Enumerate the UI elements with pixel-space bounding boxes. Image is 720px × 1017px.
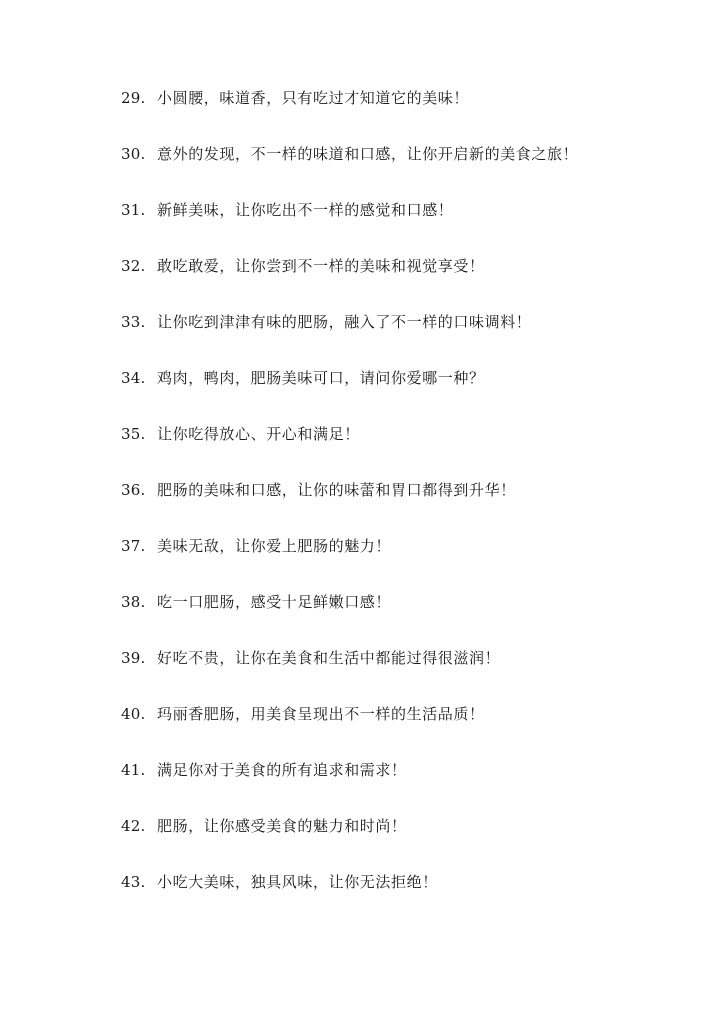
item-number: 42. [121, 817, 146, 835]
item-number: 33. [121, 313, 146, 331]
item-text: 小圆腰，味道香，只有吃过才知道它的美味！ [157, 89, 470, 107]
list-item [121, 758, 681, 814]
item-text: 小吃大美味，独具风味，让你无法拒绝！ [157, 873, 438, 891]
item-number: 35. [121, 425, 146, 443]
item-text: 意外的发现，不一样的味道和口感，让你开启新的美食之旅！ [157, 145, 579, 163]
item-text: 鸡肉，鸭肉，肥肠美味可口，请问你爱哪一种？ [157, 369, 485, 387]
list-item [121, 198, 681, 254]
item-number: 41. [121, 761, 146, 779]
item-number: 34. [121, 369, 146, 387]
list-item [121, 814, 681, 870]
list-item [121, 870, 681, 926]
item-text: 好吃不贵，让你在美食和生活中都能过得很滋润！ [157, 649, 501, 667]
list-item [121, 422, 681, 478]
item-number: 36. [121, 481, 146, 499]
list-item [121, 366, 681, 422]
item-text: 美味无敌，让你爱上肥肠的魅力！ [157, 537, 392, 555]
list-item [121, 534, 681, 590]
item-text: 玛丽香肥肠，用美食呈现出不一样的生活品质！ [157, 705, 485, 723]
item-text: 让你吃到津津有味的肥肠，融入了不一样的口味调料！ [157, 313, 532, 331]
item-number: 37. [121, 537, 146, 555]
item-text: 满足你对于美食的所有追求和需求！ [157, 761, 407, 779]
item-text: 让你吃得放心、开心和满足！ [157, 425, 360, 443]
item-number: 29. [121, 89, 146, 107]
item-number: 40. [121, 705, 146, 723]
item-text: 肥肠的美味和口感，让你的味蕾和胃口都得到升华！ [157, 481, 516, 499]
item-number: 31. [121, 201, 146, 219]
slogan-list [121, 86, 681, 926]
list-item [121, 142, 681, 198]
item-number: 32. [121, 257, 146, 275]
item-number: 39. [121, 649, 146, 667]
list-item [121, 646, 681, 702]
list-item [121, 702, 681, 758]
item-number: 38. [121, 593, 146, 611]
item-text: 肥肠，让你感受美食的魅力和时尚！ [157, 817, 407, 835]
item-text: 敢吃敢爱，让你尝到不一样的美味和视觉享受！ [157, 257, 485, 275]
list-item [121, 478, 681, 534]
item-number: 43. [121, 873, 146, 891]
item-text: 新鲜美味，让你吃出不一样的感觉和口感！ [157, 201, 454, 219]
list-item [121, 86, 681, 142]
item-text: 吃一口肥肠，感受十足鲜嫩口感！ [157, 593, 392, 611]
list-item [121, 254, 681, 310]
list-item [121, 310, 681, 366]
list-item [121, 590, 681, 646]
item-number: 30. [121, 145, 146, 163]
